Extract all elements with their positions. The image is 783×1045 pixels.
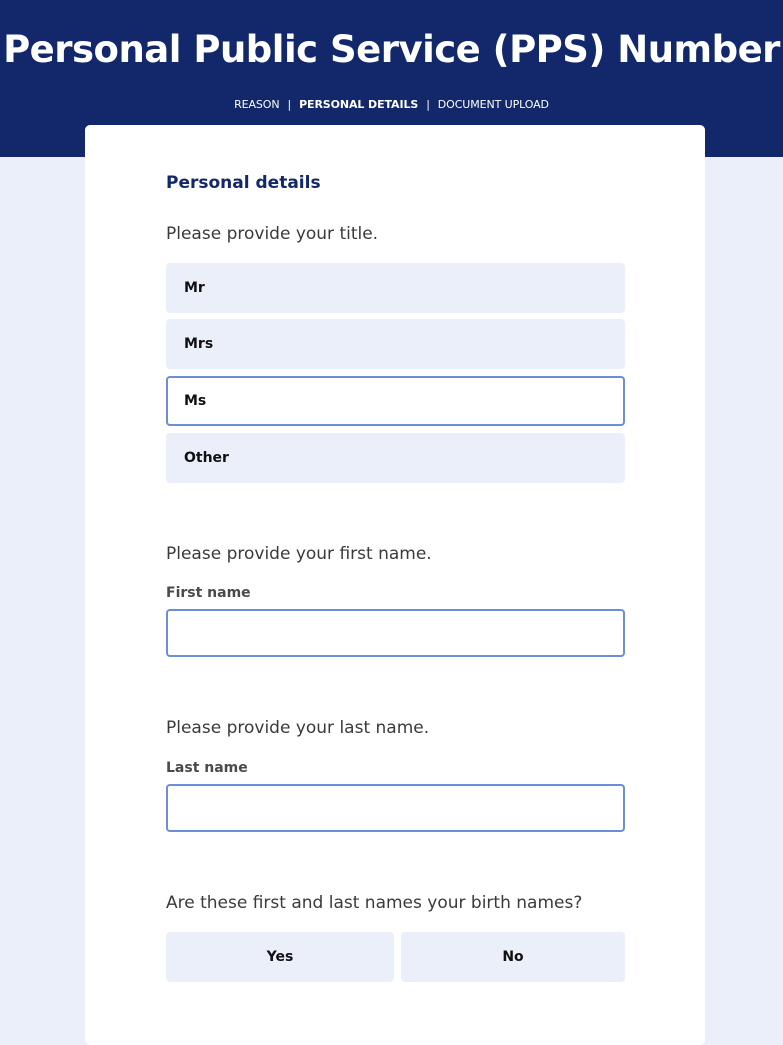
- yes-button[interactable]: [166, 932, 394, 982]
- first-name-label: First name: [166, 585, 251, 601]
- title-option-label: Mr: [184, 280, 205, 296]
- title-option-label: Mrs: [184, 336, 214, 352]
- no-button[interactable]: [401, 932, 625, 982]
- progress-steps: [0, 97, 783, 113]
- last-name-label: Last name: [166, 760, 248, 776]
- title-option-ms[interactable]: [166, 376, 625, 426]
- step-reason: REASON: [234, 98, 280, 111]
- section-heading: Personal details: [166, 173, 321, 193]
- last-name-input[interactable]: [166, 784, 625, 832]
- first-name-question: Please provide your first name.: [166, 544, 432, 564]
- title-question: Please provide your title.: [166, 224, 379, 244]
- last-name-question: Please provide your last name.: [166, 718, 430, 738]
- title-option-other[interactable]: [166, 433, 625, 483]
- step-separator: |: [287, 98, 292, 111]
- no-label: No: [502, 949, 524, 965]
- title-option-label: Ms: [184, 393, 207, 409]
- page-title: Personal Public Service (PPS) Number: [3, 28, 780, 71]
- step-separator: |: [426, 98, 430, 111]
- birth-names-question: Are these first and last names your birth names?: [166, 893, 583, 913]
- step-document-upload: DOCUMENT UPLOAD: [437, 98, 549, 111]
- first-name-input[interactable]: [166, 609, 625, 657]
- yes-label: Yes: [266, 949, 294, 965]
- title-option-mrs[interactable]: [166, 319, 625, 369]
- title-option-label: Other: [184, 450, 229, 466]
- form-card: [85, 125, 705, 1045]
- title-option-mr[interactable]: [166, 263, 625, 313]
- step-personal-details: PERSONAL DETAILS: [299, 98, 419, 111]
